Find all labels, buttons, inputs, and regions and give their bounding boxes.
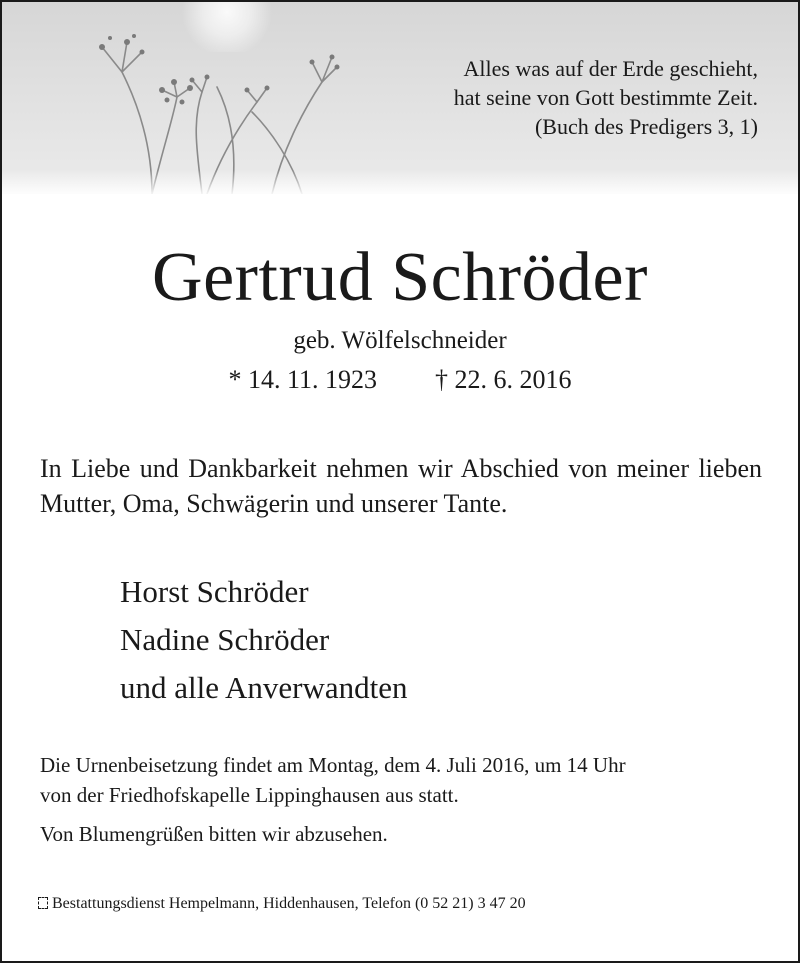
mourner: Nadine Schröder xyxy=(120,622,330,657)
photo-fade xyxy=(2,170,798,194)
death-date: † 22. 6. 2016 xyxy=(435,365,572,394)
birth-name: geb. Wölfelschneider xyxy=(293,327,507,354)
deceased-name: Gertrud Schröder xyxy=(152,239,648,316)
flowers-note: Von Blumengrüßen bitten wir abzusehen. xyxy=(40,822,388,846)
farewell-text: In Liebe und Dankbarkeit nehmen wir Abschied von meiner lieben Mutter, Oma, Schwägerin und unserer Tante. xyxy=(40,454,762,518)
birth-date: * 14. 11. 1923 xyxy=(228,365,378,394)
life-dates xyxy=(2,364,798,396)
mourner: und alle Anverwandten xyxy=(120,670,408,705)
quote-source: (Buch des Predigers 3, 1) xyxy=(534,114,758,139)
bible-quote xyxy=(454,54,758,141)
quote-line-2: hat seine von Gott bestimmte Zeit. xyxy=(453,85,758,110)
quote-line-1: Alles was auf der Erde geschieht, xyxy=(463,56,758,81)
funeral-home-icon xyxy=(38,897,48,909)
funeral-home-text: Bestattungsdienst Hempelmann, Hiddenhausen, Telefon (0 52 21) 3 47 20 xyxy=(52,895,526,912)
funeral-home-line xyxy=(38,892,526,916)
mourners-list xyxy=(120,568,408,712)
service-line-2: von der Friedhofskapelle Lippinghausen aus statt. xyxy=(40,783,459,807)
mourner: Horst Schröder xyxy=(120,574,309,609)
service-line-1: Die Urnenbeisetzung findet am Montag, dem 4. Juli 2016, um 14 Uhr xyxy=(40,753,626,777)
service-info xyxy=(40,750,770,810)
header-photo xyxy=(2,2,798,194)
